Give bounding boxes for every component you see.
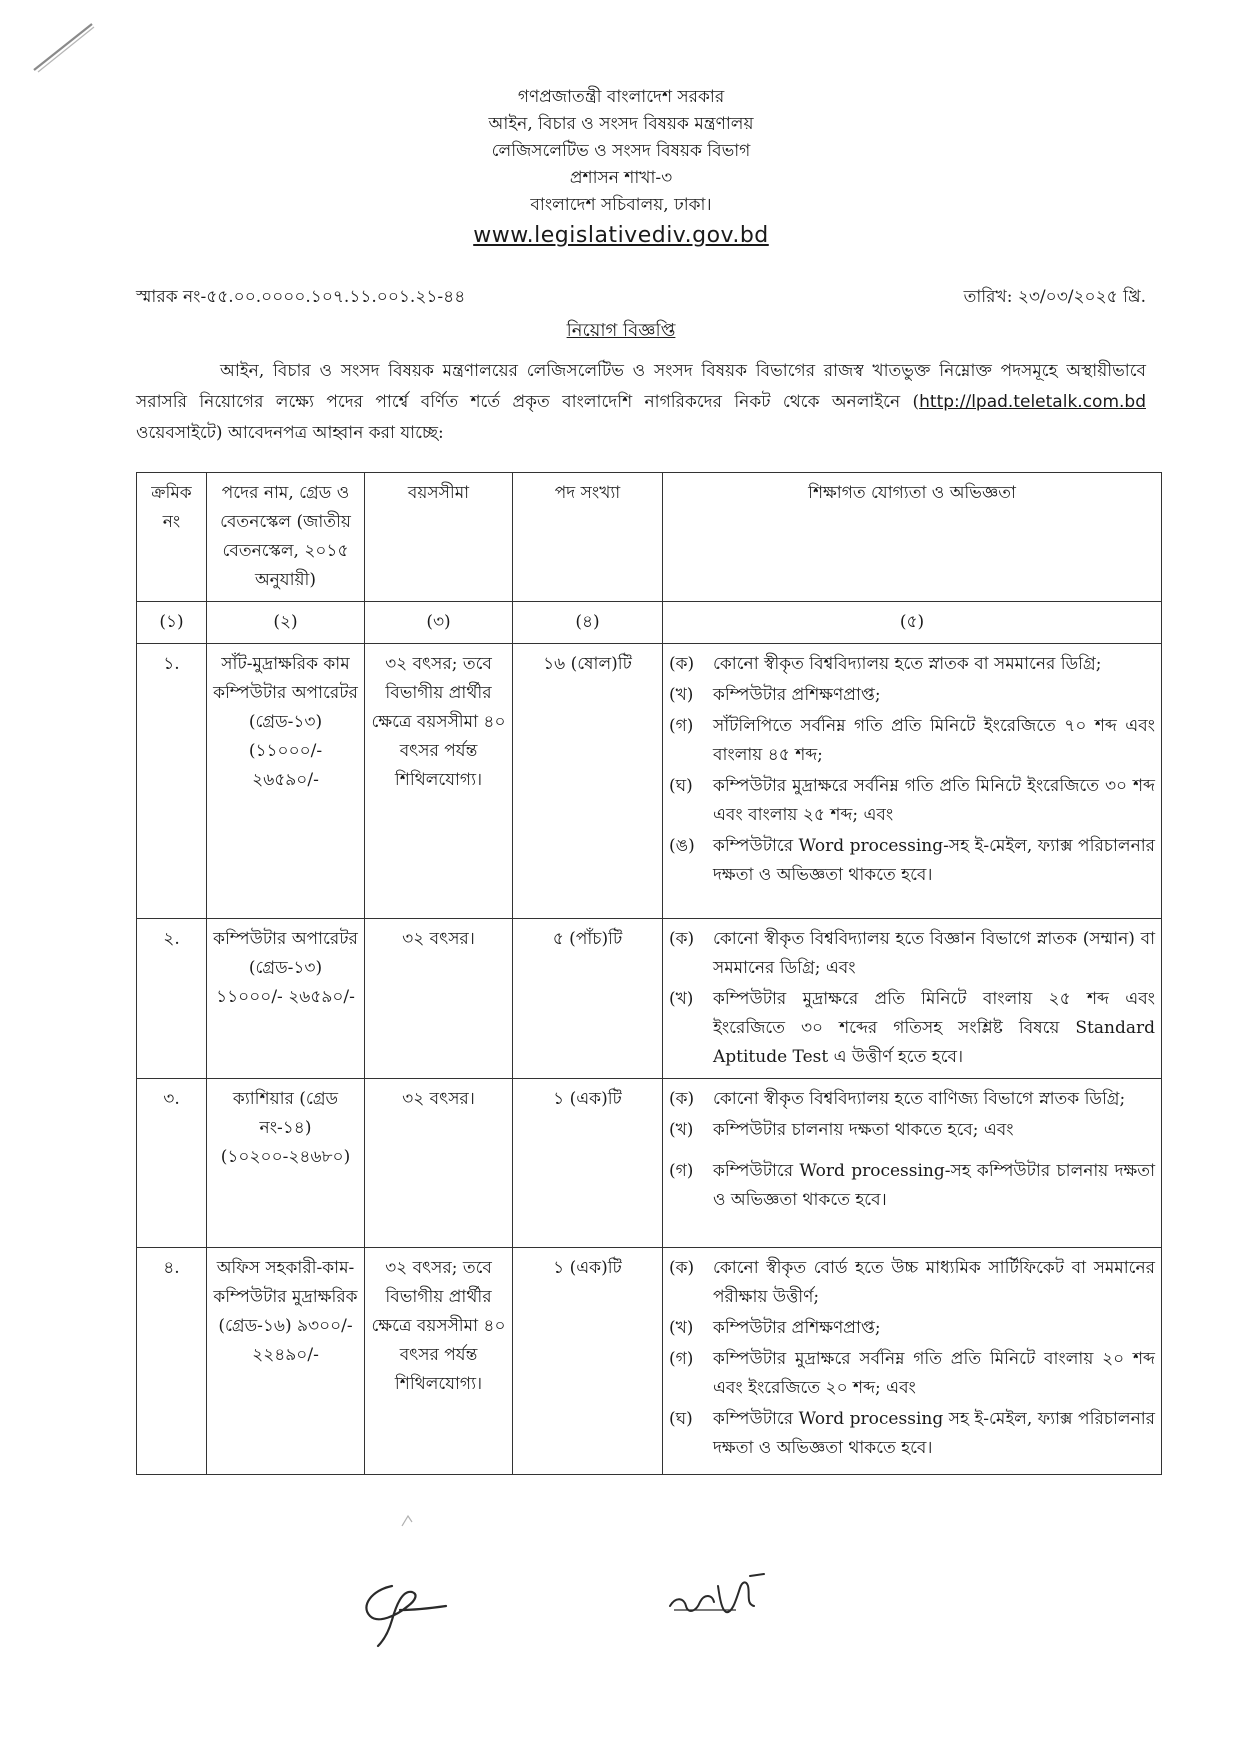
row-serial: ২. — [137, 919, 207, 1079]
qualification-item — [669, 650, 1155, 679]
row-post: সাঁট-মুদ্রাক্ষরিক কাম কম্পিউটার অপারেটর (গ্রেড-১৩) (১১০০০/- ২৬৫৯০/- — [207, 644, 365, 919]
column-header-age: বয়সসীমা — [365, 473, 513, 602]
qualification-label: (খ) — [669, 1318, 694, 1338]
header-branch: প্রশাসন শাখা-৩ — [569, 168, 673, 188]
qualification-text: কম্পিউটার চালনায় দক্ষতা থাকতে হবে; এবং — [713, 1120, 1014, 1140]
row-post-count: ১ (এক)টি — [513, 1248, 663, 1475]
row-qualifications — [663, 919, 1162, 1079]
memo-number: স্মারক নং-৫৫.০০.০০০০.১০৭.১১.০০১.২১-৪৪ — [136, 287, 466, 307]
column-header-serial: ক্রমিক নং — [137, 473, 207, 602]
header-ministry: আইন, বিচার ও সংসদ বিষয়ক মন্ত্রণালয় — [488, 114, 754, 134]
header-division: লেজিসলেটিভ ও সংসদ বিষয়ক বিভাগ — [491, 141, 751, 161]
row-post-count: ১ (এক)টি — [513, 1079, 663, 1248]
qualification-item — [669, 1345, 1155, 1403]
table-row — [137, 644, 1162, 919]
qualification-item — [669, 1405, 1155, 1463]
qualification-text: কম্পিউটার মুদ্রাক্ষরে সর্বনিম্ন গতি প্রতি মিনিটে ইংরেজিতে ৩০ শব্দ এবং বাংলায় ২৫ শব্দ; এবং — [713, 776, 1155, 825]
table-header-row — [137, 473, 1162, 602]
column-number: (১) — [137, 602, 207, 644]
notice-title: নিয়োগ বিজ্ঞপ্তি — [566, 320, 676, 341]
qualification-label: (খ) — [669, 685, 694, 705]
qualification-text: কম্পিউটারে Word processing সহ ই-মেইল, ফ্যাক্স পরিচালনার দক্ষতা ও অভিজ্ঞতা থাকতে হবে। — [713, 1409, 1155, 1458]
qualification-text: কোনো স্বীকৃত বোর্ড হতে উচ্চ মাধ্যমিক সার্টিফিকেট বা সমমানের পরীক্ষায় উত্তীর্ণ; — [713, 1258, 1155, 1307]
column-number: (৪) — [513, 602, 663, 644]
intro-text: আইন, বিচার ও সংসদ বিষয়ক মন্ত্রণালয়ের লেজিসলেটিভ ও সংসদ বিষয়ক বিভাগের রাজস্ব খাতভুক্ত নিম্নোক্ত পদসমূহে অস্থায়ীভাবে সরাসরি নিয়োগের লক্ষ্যে পদের পার্শ্বে বর্ণিত শর্তে প্রকৃত বাংলাদেশি নাগরিকদের নিকট থেকে অনলাইনে ( — [136, 361, 1146, 412]
header-website-link[interactable]: www.legislativediv.gov.bd — [473, 223, 769, 248]
row-serial: ৪. — [137, 1248, 207, 1475]
qualification-item — [669, 681, 1155, 710]
qualification-label: (ক) — [669, 1258, 695, 1278]
row-age-limit: ৩২ বৎসর; তবে বিভাগীয় প্রার্থীর ক্ষেত্রে বয়সসীমা ৪০ বৎসর পর্যন্ত শিথিলযোগ্য। — [365, 1248, 513, 1475]
qualification-item — [669, 1254, 1155, 1312]
qualification-item — [669, 1157, 1155, 1215]
qualification-label: (ঘ) — [669, 1409, 693, 1429]
qualification-item — [669, 772, 1155, 830]
qualification-item — [669, 712, 1155, 770]
row-post-count: ৫ (পাঁচ)টি — [513, 919, 663, 1079]
row-qualifications — [663, 644, 1162, 919]
qualification-label: (ঘ) — [669, 776, 693, 796]
qualification-label: (গ) — [669, 1349, 694, 1369]
qualification-item — [669, 832, 1155, 890]
letterhead — [0, 84, 1242, 248]
column-header-qualification: শিক্ষাগত যোগ্যতা ও অভিজ্ঞতা — [663, 473, 1162, 602]
column-header-count: পদ সংখ্যা — [513, 473, 663, 602]
qualification-label: (ক) — [669, 654, 695, 674]
header-location: বাংলাদেশ সচিবালয়, ঢাকা। — [530, 195, 712, 215]
qualification-item — [669, 1085, 1155, 1114]
qualification-label: (ক) — [669, 1089, 695, 1109]
header-government: গণপ্রজাতন্ত্রী বাংলাদেশ সরকার — [517, 87, 725, 107]
row-age-limit: ৩২ বৎসর। — [365, 919, 513, 1079]
qualification-text: কম্পিউটার প্রশিক্ষণপ্রাপ্ত; — [713, 1318, 881, 1338]
vacancy-table — [136, 472, 1162, 1475]
qualification-label: (গ) — [669, 1161, 694, 1181]
qualification-text: কোনো স্বীকৃত বিশ্ববিদ্যালয় হতে স্নাতক বা সমমানের ডিগ্রি; — [713, 654, 1102, 674]
row-post-count: ১৬ (ষোল)টি — [513, 644, 663, 919]
qualification-text: কম্পিউটারে Word processing-সহ কম্পিউটার চালনায় দক্ষতা ও অভিজ্ঞতা থাকতে হবে। — [713, 1161, 1155, 1210]
qualification-item — [669, 1314, 1155, 1343]
column-header-post: পদের নাম, গ্রেড ও বেতনস্কেল (জাতীয় বেতনস্কেল, ২০১৫ অনুযায়ী) — [207, 473, 365, 602]
row-qualifications — [663, 1079, 1162, 1248]
table-row — [137, 919, 1162, 1079]
application-site-link[interactable]: http://lpad.teletalk.com.bd — [919, 392, 1146, 412]
qualification-text: কোনো স্বীকৃত বিশ্ববিদ্যালয় হতে বিজ্ঞান বিভাগে স্নাতক (সম্মান) বা সমমানের ডিগ্রি; এবং — [713, 929, 1155, 978]
qualification-label: (ক) — [669, 929, 695, 949]
qualification-text: কম্পিউটার প্রশিক্ষণপ্রাপ্ত; — [713, 685, 881, 705]
qualification-text: সাঁটলিপিতে সর্বনিম্ন গতি প্রতি মিনিটে ইংরেজিতে ৭০ শব্দ এবং বাংলায় ৪৫ শব্দ; — [713, 716, 1155, 765]
scan-speck — [400, 1514, 416, 1528]
qualification-label: (খ) — [669, 989, 694, 1009]
qualification-label: (ঙ) — [669, 836, 695, 856]
row-age-limit: ৩২ বৎসর; তবে বিভাগীয় প্রার্থীর ক্ষেত্রে বয়সসীমা ৪০ বৎসর পর্যন্ত শিথিলযোগ্য। — [365, 644, 513, 919]
qualification-text: কম্পিউটারে Word processing-সহ ই-মেইল, ফ্যাক্স পরিচালনার দক্ষতা ও অভিজ্ঞতা থাকতে হবে। — [713, 836, 1155, 885]
column-number-row — [137, 602, 1162, 644]
qualification-text: কোনো স্বীকৃত বিশ্ববিদ্যালয় হতে বাণিজ্য বিভাগে স্নাতক ডিগ্রি; — [713, 1089, 1126, 1109]
qualification-item — [669, 1116, 1155, 1145]
row-age-limit: ৩২ বৎসর। — [365, 1079, 513, 1248]
pen-stroke-mark — [30, 18, 100, 78]
row-post: কম্পিউটার অপারেটর (গ্রেড-১৩) ১১০০০/- ২৬৫৯০/- — [207, 919, 365, 1079]
issue-date: তারিখ: ২৩/০৩/২০২৫ খ্রি. — [963, 287, 1146, 307]
table-row — [137, 1248, 1162, 1475]
column-number: (৫) — [663, 602, 1162, 644]
qualification-label: (খ) — [669, 1120, 694, 1140]
column-number: (৩) — [365, 602, 513, 644]
table-row — [137, 1079, 1162, 1248]
intro-paragraph — [136, 356, 1146, 449]
row-post: অফিস সহকারী-কাম-কম্পিউটার মুদ্রাক্ষরিক (গ্রেড-১৬) ৯৩০০/- ২২৪৯০/- — [207, 1248, 365, 1475]
qualification-label: (গ) — [669, 716, 694, 736]
qualification-text: কম্পিউটার মুদ্রাক্ষরে প্রতি মিনিটে বাংলায় ২৫ শব্দ এবং ইংরেজিতে ৩০ শব্দের গতিসহ সংশ্লিষ্ট বিষয়ে Standard Aptitude Test এ উত্তীর্ণ হতে হবে। — [713, 989, 1155, 1067]
officer-signature — [666, 1566, 776, 1626]
row-serial: ১. — [137, 644, 207, 919]
intro-text-end: ওয়েবসাইটে) আবেদনপত্র আহ্বান করা যাচ্ছে: — [136, 423, 444, 443]
qualification-text: কম্পিউটার মুদ্রাক্ষরে সর্বনিম্ন গতি প্রতি মিনিটে বাংলায় ২০ শব্দ এবং ইংরেজিতে ২০ শব্দ; এবং — [713, 1349, 1155, 1398]
initial-signature — [352, 1576, 452, 1650]
row-serial: ৩. — [137, 1079, 207, 1248]
row-post: ক্যাশিয়ার (গ্রেড নং-১৪) (১০২০০-২৪৬৮০) — [207, 1079, 365, 1248]
column-number: (২) — [207, 602, 365, 644]
row-qualifications — [663, 1248, 1162, 1475]
qualification-item — [669, 925, 1155, 983]
qualification-item — [669, 985, 1155, 1072]
